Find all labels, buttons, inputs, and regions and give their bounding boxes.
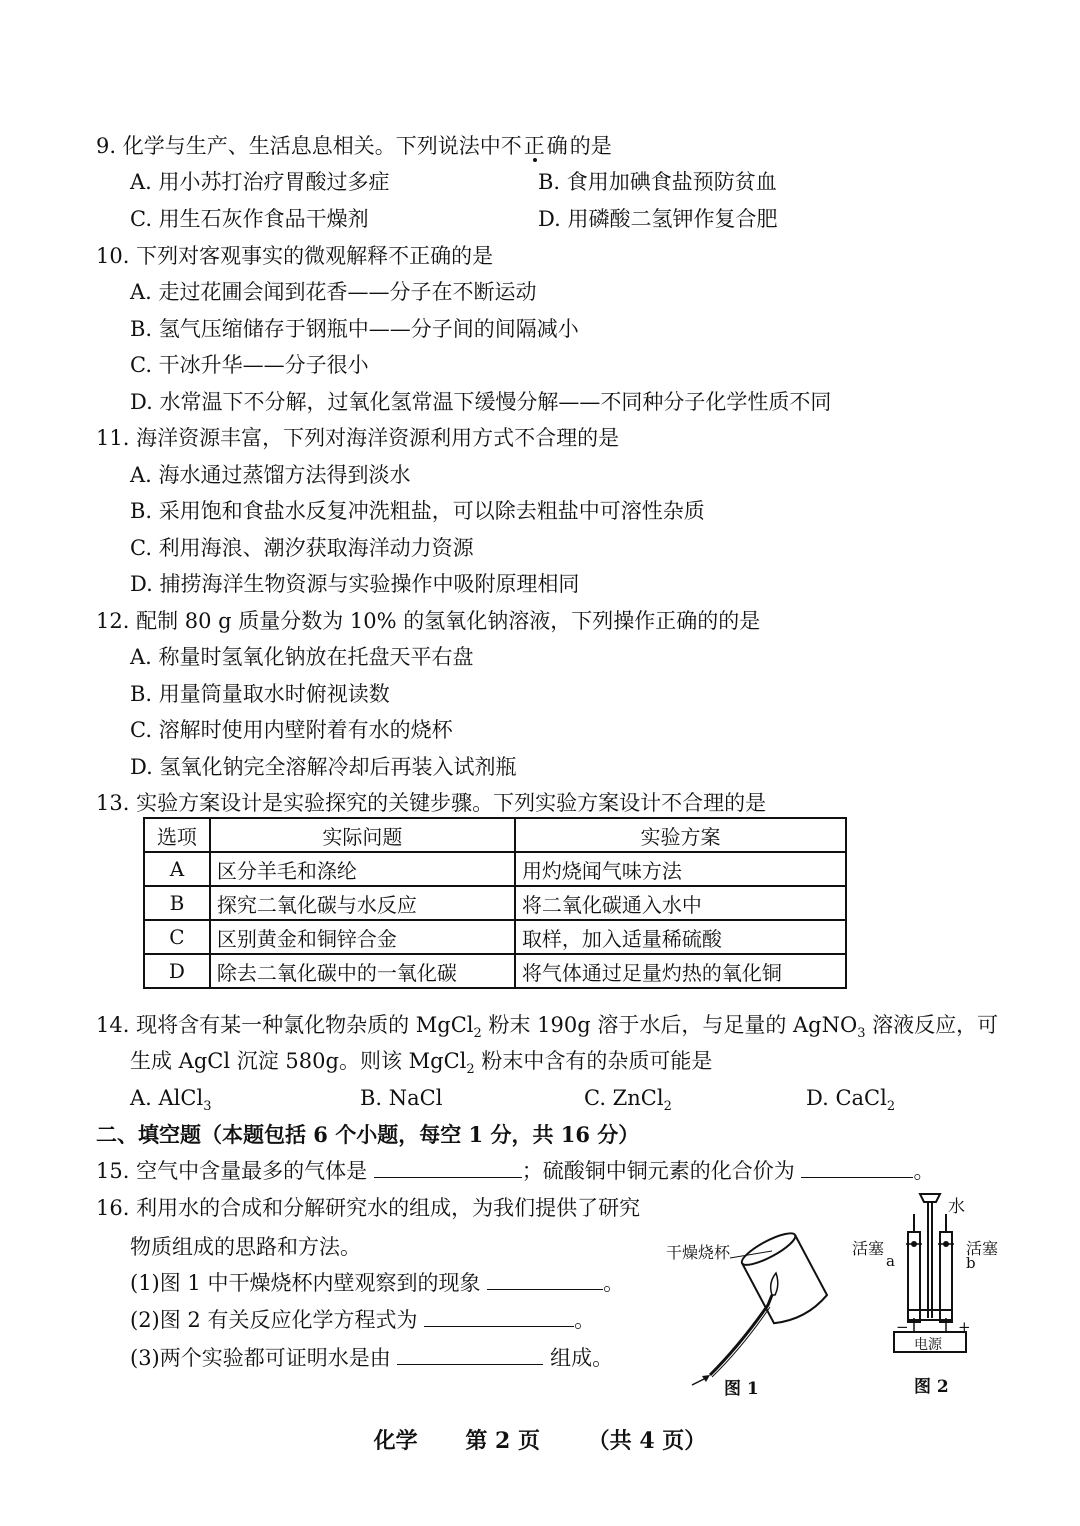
q16-sub3-text: (3)两个实验都可证明水是由 <box>130 1346 391 1370</box>
table-row <box>144 920 846 954</box>
q9-emphasis: 不正确 <box>500 134 570 158</box>
q12-option-c: C. 溶解时使用内壁附着有水的烧杯 <box>130 718 453 742</box>
q10-stem: 10. 下列对客观事实的微观解释不正确的是 <box>96 244 494 268</box>
q14-option-d-text: D. CaCl <box>806 1086 887 1110</box>
q14-option-a <box>130 1083 211 1122</box>
q13-header-option: 选项 <box>144 818 210 852</box>
table-row <box>144 852 846 886</box>
q13-header-row <box>144 818 846 852</box>
q16-sub3-end: 组成。 <box>550 1346 614 1370</box>
positive-terminal-label: + <box>958 1318 971 1336</box>
q16-sub1-text: (1)图 1 中干燥烧杯内壁观察到的现象 <box>130 1271 481 1295</box>
q13-cell-plan: 用灼烧闻气味方法 <box>515 852 846 886</box>
q16-blank-2[interactable] <box>424 1306 574 1327</box>
q14-option-d <box>806 1083 895 1122</box>
q12-option-b: B. 用量筒量取水时俯视读数 <box>130 682 390 706</box>
q9-stem-end: 的是 <box>569 134 612 158</box>
footer-total: （共 4 页） <box>587 1428 707 1454</box>
q16-blank-1[interactable] <box>487 1269 603 1290</box>
q9-stem <box>96 131 612 161</box>
q14-text: 粉末 190g 溶于水后，与足量的 AgNO <box>481 1013 858 1037</box>
q13-cell-problem: 区分羊毛和涤纶 <box>210 852 515 886</box>
q14-text: 生成 AgCl 沉淀 580g。则该 MgCl <box>130 1049 467 1073</box>
subscript: 3 <box>857 1026 866 1042</box>
q15-blank-1[interactable] <box>374 1157 522 1178</box>
q9-option-a: A. 用小苏打治疗胃酸过多症 <box>130 170 390 194</box>
subscript: 3 <box>203 1099 212 1115</box>
q13-cell-option: A <box>144 852 210 886</box>
q14-text: 14. 现将含有某一种氯化物杂质的 MgCl <box>96 1013 474 1037</box>
electrode-b-label: b <box>966 1254 976 1272</box>
q10-option-b: B. 氢气压缩储存于钢瓶中——分子间的间隔减小 <box>130 317 579 341</box>
q11-stem: 11. 海洋资源丰富，下列对海洋资源利用方式不合理的是 <box>96 426 620 450</box>
footer-page: 第 2 页 <box>465 1428 540 1454</box>
subscript: 2 <box>473 1026 482 1042</box>
subscript: 2 <box>466 1062 475 1078</box>
q13-cell-problem: 探究二氧化碳与水反应 <box>210 886 515 920</box>
q14-stem-line2 <box>130 1046 712 1085</box>
q11-option-d: D. 捕捞海洋生物资源与实验操作中吸附原理相同 <box>130 572 580 596</box>
q16-sub1-end: 。 <box>603 1271 625 1295</box>
q16-sub3 <box>130 1343 613 1373</box>
q11-option-c: C. 利用海浪、潮汐获取海洋动力资源 <box>130 536 474 560</box>
valve-right-label: 活塞 <box>966 1239 999 1258</box>
q16-sub2-text: (2)图 2 有关反应化学方程式为 <box>130 1308 418 1332</box>
q14-option-c <box>584 1083 672 1122</box>
q13-cell-plan: 取样，加入适量稀硫酸 <box>515 920 846 954</box>
q14-option-c-text: C. ZnCl <box>584 1086 664 1110</box>
q16-blank-3[interactable] <box>397 1344 543 1365</box>
q13-cell-plan: 将气体通过足量灼热的氧化铜 <box>515 954 846 988</box>
footer-subject: 化学 <box>373 1428 418 1454</box>
table-row <box>144 886 846 920</box>
beaker-icon <box>738 1228 829 1329</box>
funnel-icon <box>920 1194 940 1202</box>
subscript: 2 <box>886 1099 896 1115</box>
q11-option-a: A. 海水通过蒸馏方法得到淡水 <box>130 463 411 487</box>
q16-stem-line1: 16. 利用水的合成和分解研究水的组成，为我们提供了研究 <box>96 1196 641 1220</box>
q14-stem-line1 <box>96 1010 998 1049</box>
q11-option-b: B. 采用饱和食盐水反复冲洗粗盐，可以除去粗盐中可溶性杂质 <box>130 499 705 523</box>
negative-terminal-label: − <box>896 1318 909 1336</box>
q9-option-d: D. 用磷酸二氢钾作复合肥 <box>538 207 778 231</box>
q13-header-plan: 实验方案 <box>515 818 846 852</box>
section-heading: 二、填空题（本题包括 6 个小题，每空 1 分，共 16 分） <box>96 1122 640 1147</box>
valve-left-label: 活塞 <box>852 1239 885 1258</box>
q13-header-problem: 实际问题 <box>210 818 515 852</box>
q12-option-d: D. 氢氧化钠完全溶解冷却后再装入试剂瓶 <box>130 755 517 779</box>
q13-table <box>143 817 847 989</box>
q15-text: ；硫酸铜中铜元素的化合价为 <box>521 1159 795 1183</box>
q15-end: 。 <box>913 1159 935 1183</box>
fig2-caption: 图 2 <box>914 1377 949 1397</box>
power-supply-label: 电源 <box>914 1337 942 1353</box>
q15-text: 15. 空气中含量最多的气体是 <box>96 1159 368 1183</box>
q12-option-a: A. 称量时氢氧化钠放在托盘天平右盘 <box>130 645 474 669</box>
q15 <box>96 1156 934 1186</box>
page-footer <box>0 1424 1080 1455</box>
q9-stem-text: 9. 化学与生产、生活息息相关。下列说法中 <box>96 134 501 158</box>
q13-cell-option: C <box>144 920 210 954</box>
q14-option-a-text: A. AlCl <box>130 1086 204 1110</box>
q10-option-d: D. 水常温下不分解，过氧化氢常温下缓慢分解——不同种分子化学性质不同 <box>130 390 832 414</box>
q16-sub2 <box>130 1305 595 1335</box>
q14-text: 粉末中含有的杂质可能是 <box>474 1049 713 1073</box>
fig1-caption: 图 1 <box>724 1379 759 1399</box>
q9-option-c: C. 用生石灰作食品干燥剂 <box>130 207 369 231</box>
water-label: 水 <box>948 1197 965 1217</box>
q16-sub2-end: 。 <box>574 1308 596 1332</box>
q16-stem-line2: 物质组成的思路和方法。 <box>130 1235 361 1259</box>
q14-text: 溶液反应，可 <box>865 1013 999 1037</box>
q13-cell-problem: 除去二氧化碳中的一氧化碳 <box>210 954 515 988</box>
subscript: 2 <box>663 1099 672 1115</box>
q13-cell-problem: 区别黄金和铜锌合金 <box>210 920 515 954</box>
q9-option-b: B. 食用加碘食盐预防贫血 <box>538 170 777 194</box>
q13-cell-option: D <box>144 954 210 988</box>
q13-cell-option: B <box>144 886 210 920</box>
q16-sub1 <box>130 1268 624 1298</box>
q13-cell-plan: 将二氧化碳通入水中 <box>515 886 846 920</box>
q15-blank-2[interactable] <box>801 1157 913 1178</box>
q13-stem: 13. 实验方案设计是实验探究的关键步骤。下列实验方案设计不合理的是 <box>96 791 767 815</box>
q14-option-b: B. NaCl <box>360 1086 443 1110</box>
fig1-beaker-label: 干燥烧杯 <box>666 1243 731 1262</box>
q10-option-a: A. 走过花圃会闻到花香——分子在不断运动 <box>130 280 537 304</box>
flame-icon <box>771 1273 778 1295</box>
q10-option-c: C. 干冰升华——分子很小 <box>130 353 369 377</box>
table-row <box>144 954 846 988</box>
electrode-a-label: a <box>886 1252 895 1270</box>
q12-stem: 12. 配制 80 g 质量分数为 10% 的氢氧化钠溶液，下列操作正确的的是 <box>96 609 761 633</box>
